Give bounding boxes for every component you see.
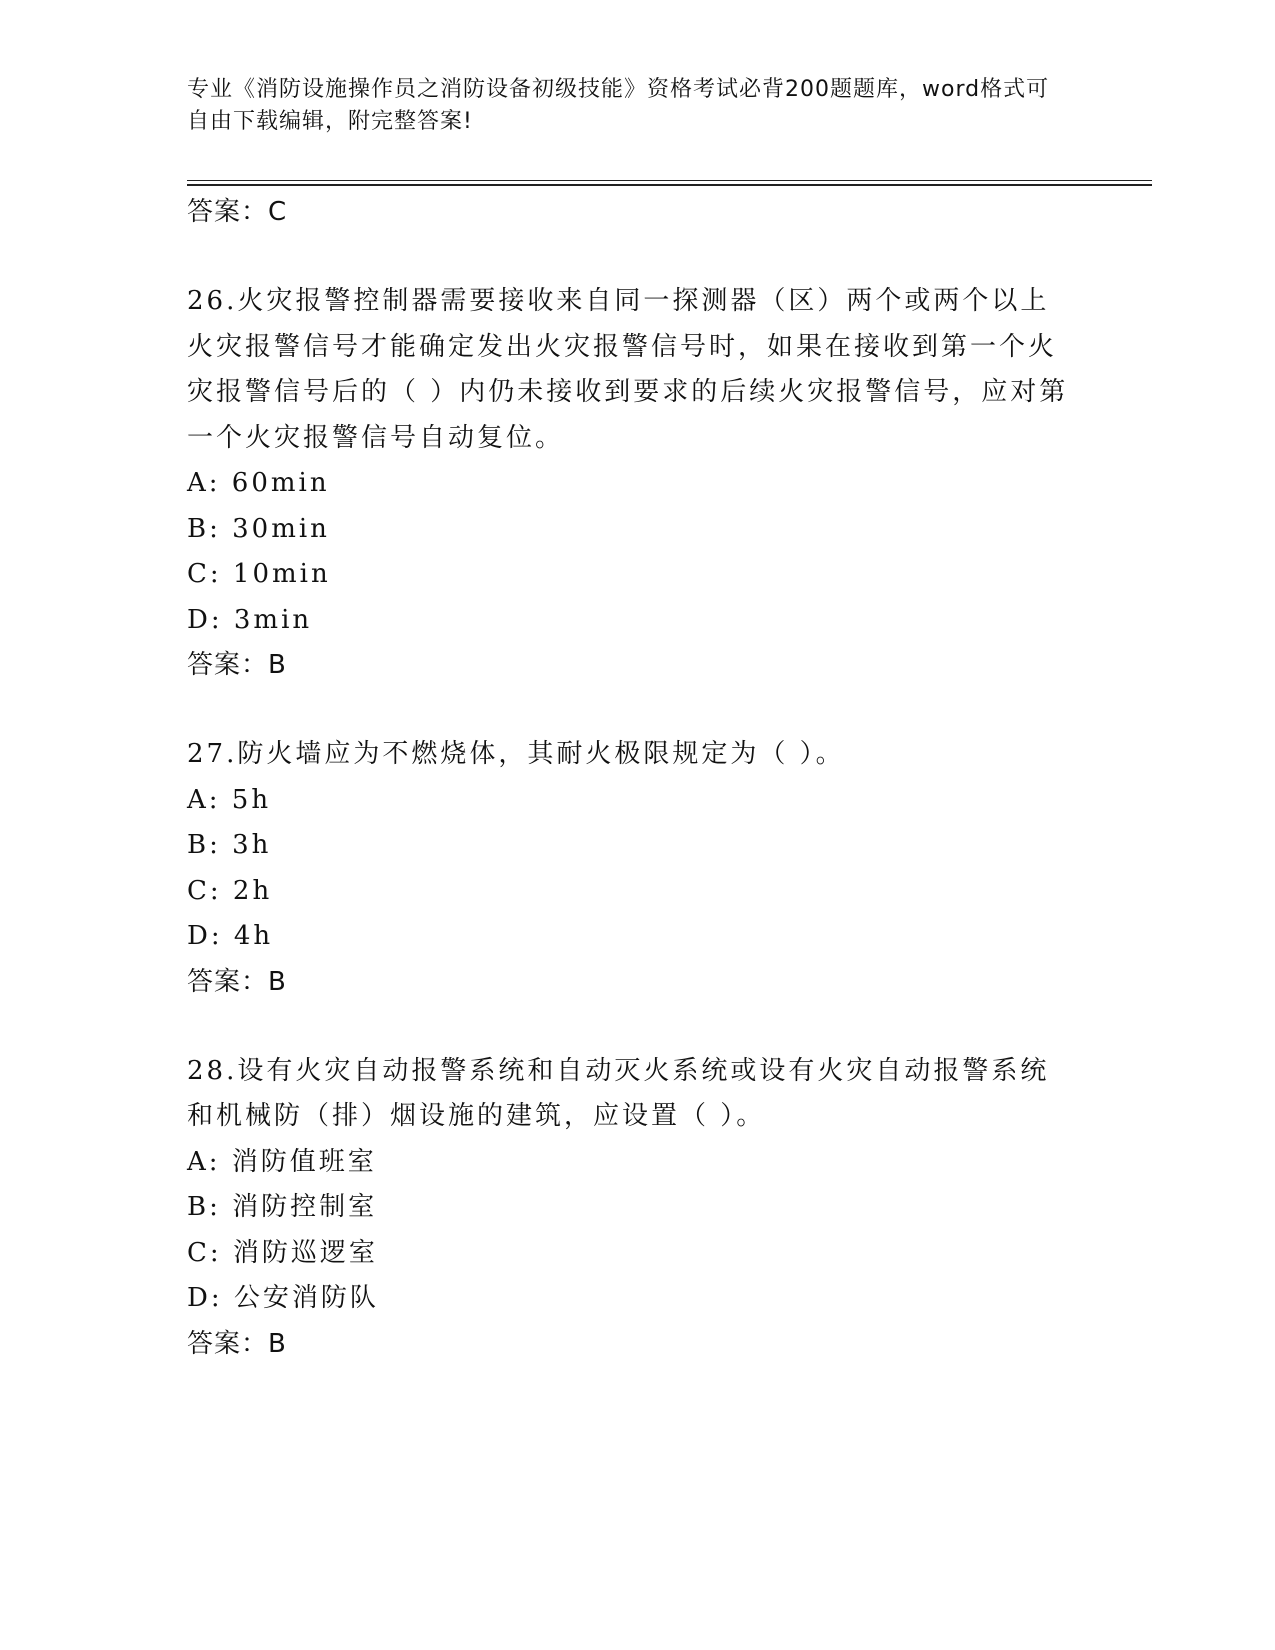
question-text: 26.火灾报警控制器需要接收来自同一探测器（区）两个或两个以上火灾报警信号才能确定发出火灾报警信号时，如果在接收到第一个火灾报警信号后的（ ）内仍未接收到要求的后续火灾报警信号，应对第一个火灾报警信号自动复位。 (187, 286, 1069, 453)
question-26 (187, 279, 1077, 687)
option-b: B: 3h (187, 830, 272, 860)
answer-line: 答案：B (187, 650, 287, 680)
option-c: C: 消防巡逻室 (187, 1237, 378, 1268)
option-a: A: 5h (187, 784, 272, 815)
question-list (187, 190, 1077, 1366)
answer-line: 答案：B (187, 1328, 287, 1359)
question-text: 28.设有火灾自动报警系统和自动灭火系统或设有火灾自动报警系统和机械防（排）烟设施的建筑，应设置（ ）。 (187, 1055, 1050, 1131)
document-header: 专业《消防设施操作员之消防设备初级技能》资格考试必背200题题库，word格式可自由下载编辑，附完整答案! (187, 77, 1050, 134)
question-text: 27.防火墙应为不燃烧体，其耐火极限规定为（ ）。 (187, 739, 845, 769)
option-c: C: 2h (187, 875, 273, 906)
option-a: A: 消防值班室 (187, 1146, 377, 1177)
option-c: C: 10min (187, 559, 331, 589)
question-27 (187, 732, 1077, 1004)
answer-line: 答案：B (187, 966, 287, 997)
option-b: B: 消防控制室 (187, 1192, 378, 1222)
header-divider-thick (187, 184, 1152, 186)
option-d: D: 3min (187, 604, 313, 635)
option-d: D: 公安消防队 (187, 1283, 379, 1313)
previous-answer: 答案：C (187, 197, 288, 227)
question-28 (187, 1049, 1077, 1366)
header-divider-thin (187, 180, 1152, 181)
option-d: D: 4h (187, 921, 274, 951)
option-b: B: 30min (187, 513, 330, 544)
option-a: A: 60min (187, 468, 330, 498)
